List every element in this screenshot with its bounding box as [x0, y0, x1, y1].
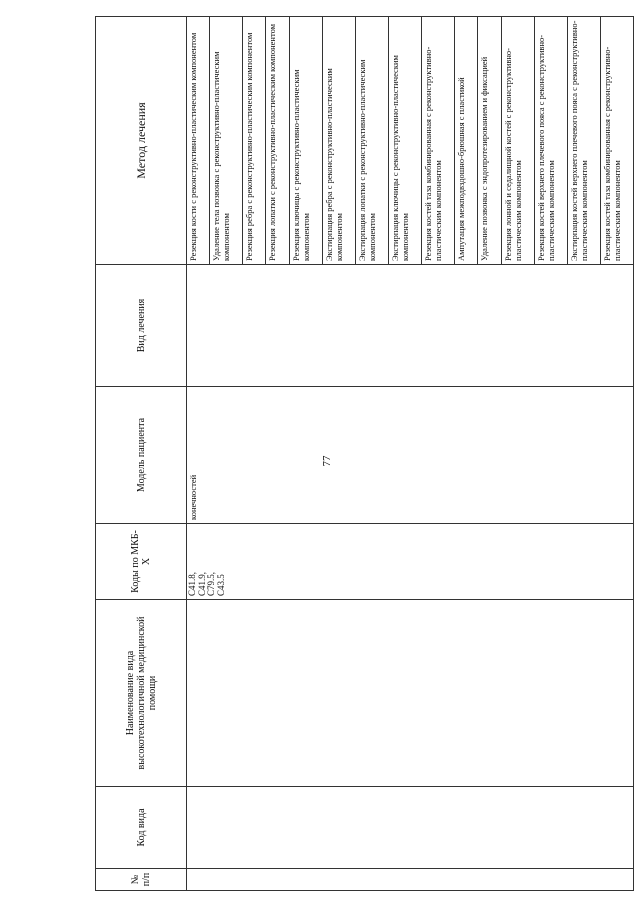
method-item: Резекция костей верхнего плечевого пояса с реконструктивно-пластическим компонентом: [535, 17, 568, 264]
header-type: Вид лечения: [96, 265, 187, 387]
cell-model: конечностей: [187, 387, 634, 524]
cell-num: [187, 869, 634, 891]
method-item: Резекция костей таза комбинированная с реконструктивно-пластическим компонентом: [601, 46, 622, 261]
header-icd: Коды по МКБ-Х: [96, 524, 187, 600]
icd-code: C79.5,: [206, 571, 216, 596]
method-item: Резекция костей таза комбинированная с реконструктивно-пластическим компонентом: [422, 17, 455, 264]
method-item: Экстирпация костей верхнего плечевого пояса с реконструктивно-пластическим компонентом: [568, 17, 601, 264]
header-name: Наименование вида высокотехнологичной медицинской помощи: [96, 600, 187, 787]
cell-name: [187, 600, 634, 787]
header-code: Код вида: [96, 787, 187, 869]
method-item: Ампутация межподвздошно-брюшная с пластикой: [455, 17, 478, 264]
cell-code: [187, 787, 634, 869]
method-item: Резекция ребра с реконструктивно-пластическим компонентом: [243, 17, 266, 264]
method-item: Удаление позвонка с эндопротезированием и фиксацией: [478, 17, 501, 264]
treatment-table: [95, 16, 634, 891]
cell-method: [187, 17, 634, 265]
header-method: Метод лечения: [96, 17, 187, 265]
method-item: Резекция кости с реконструктивно-пластическим компонентом: [187, 17, 210, 264]
cell-type: [187, 265, 634, 387]
icd-code: C41.8,: [187, 571, 197, 596]
method-item: Удаление тела позвонка с реконструктивно-пластическим компонентом: [210, 17, 243, 264]
table-header-row: [96, 17, 187, 891]
method-list: [187, 17, 633, 264]
icd-code: C43.5: [215, 574, 226, 596]
method-item: Экстирпация ключицы с реконструктивно-пластическим компонентом: [389, 17, 422, 264]
cell-icd: [187, 524, 634, 600]
method-item: Экстирпация лопатки с реконструктивно-пластическим компонентом: [356, 17, 389, 264]
header-num: № п/п: [96, 869, 187, 891]
method-item: Резекция лопатки с реконструктивно-пластическим компонентом: [266, 17, 289, 264]
page-number: 77: [321, 455, 333, 467]
header-model: Модель пациента: [96, 387, 187, 524]
icd-code: C41.9,: [196, 571, 207, 596]
method-item: Резекция ключицы с реконструктивно-пластическим компонентом: [290, 17, 323, 264]
rotated-table-sheet: [95, 20, 634, 891]
method-item: Экстирпация ребра с реконструктивно-пластическим компонентом: [323, 17, 356, 264]
method-item: Резекция лонной и седалищной костей с реконструктивно-пластическим компонентом: [502, 17, 535, 264]
table-row: [187, 17, 634, 891]
